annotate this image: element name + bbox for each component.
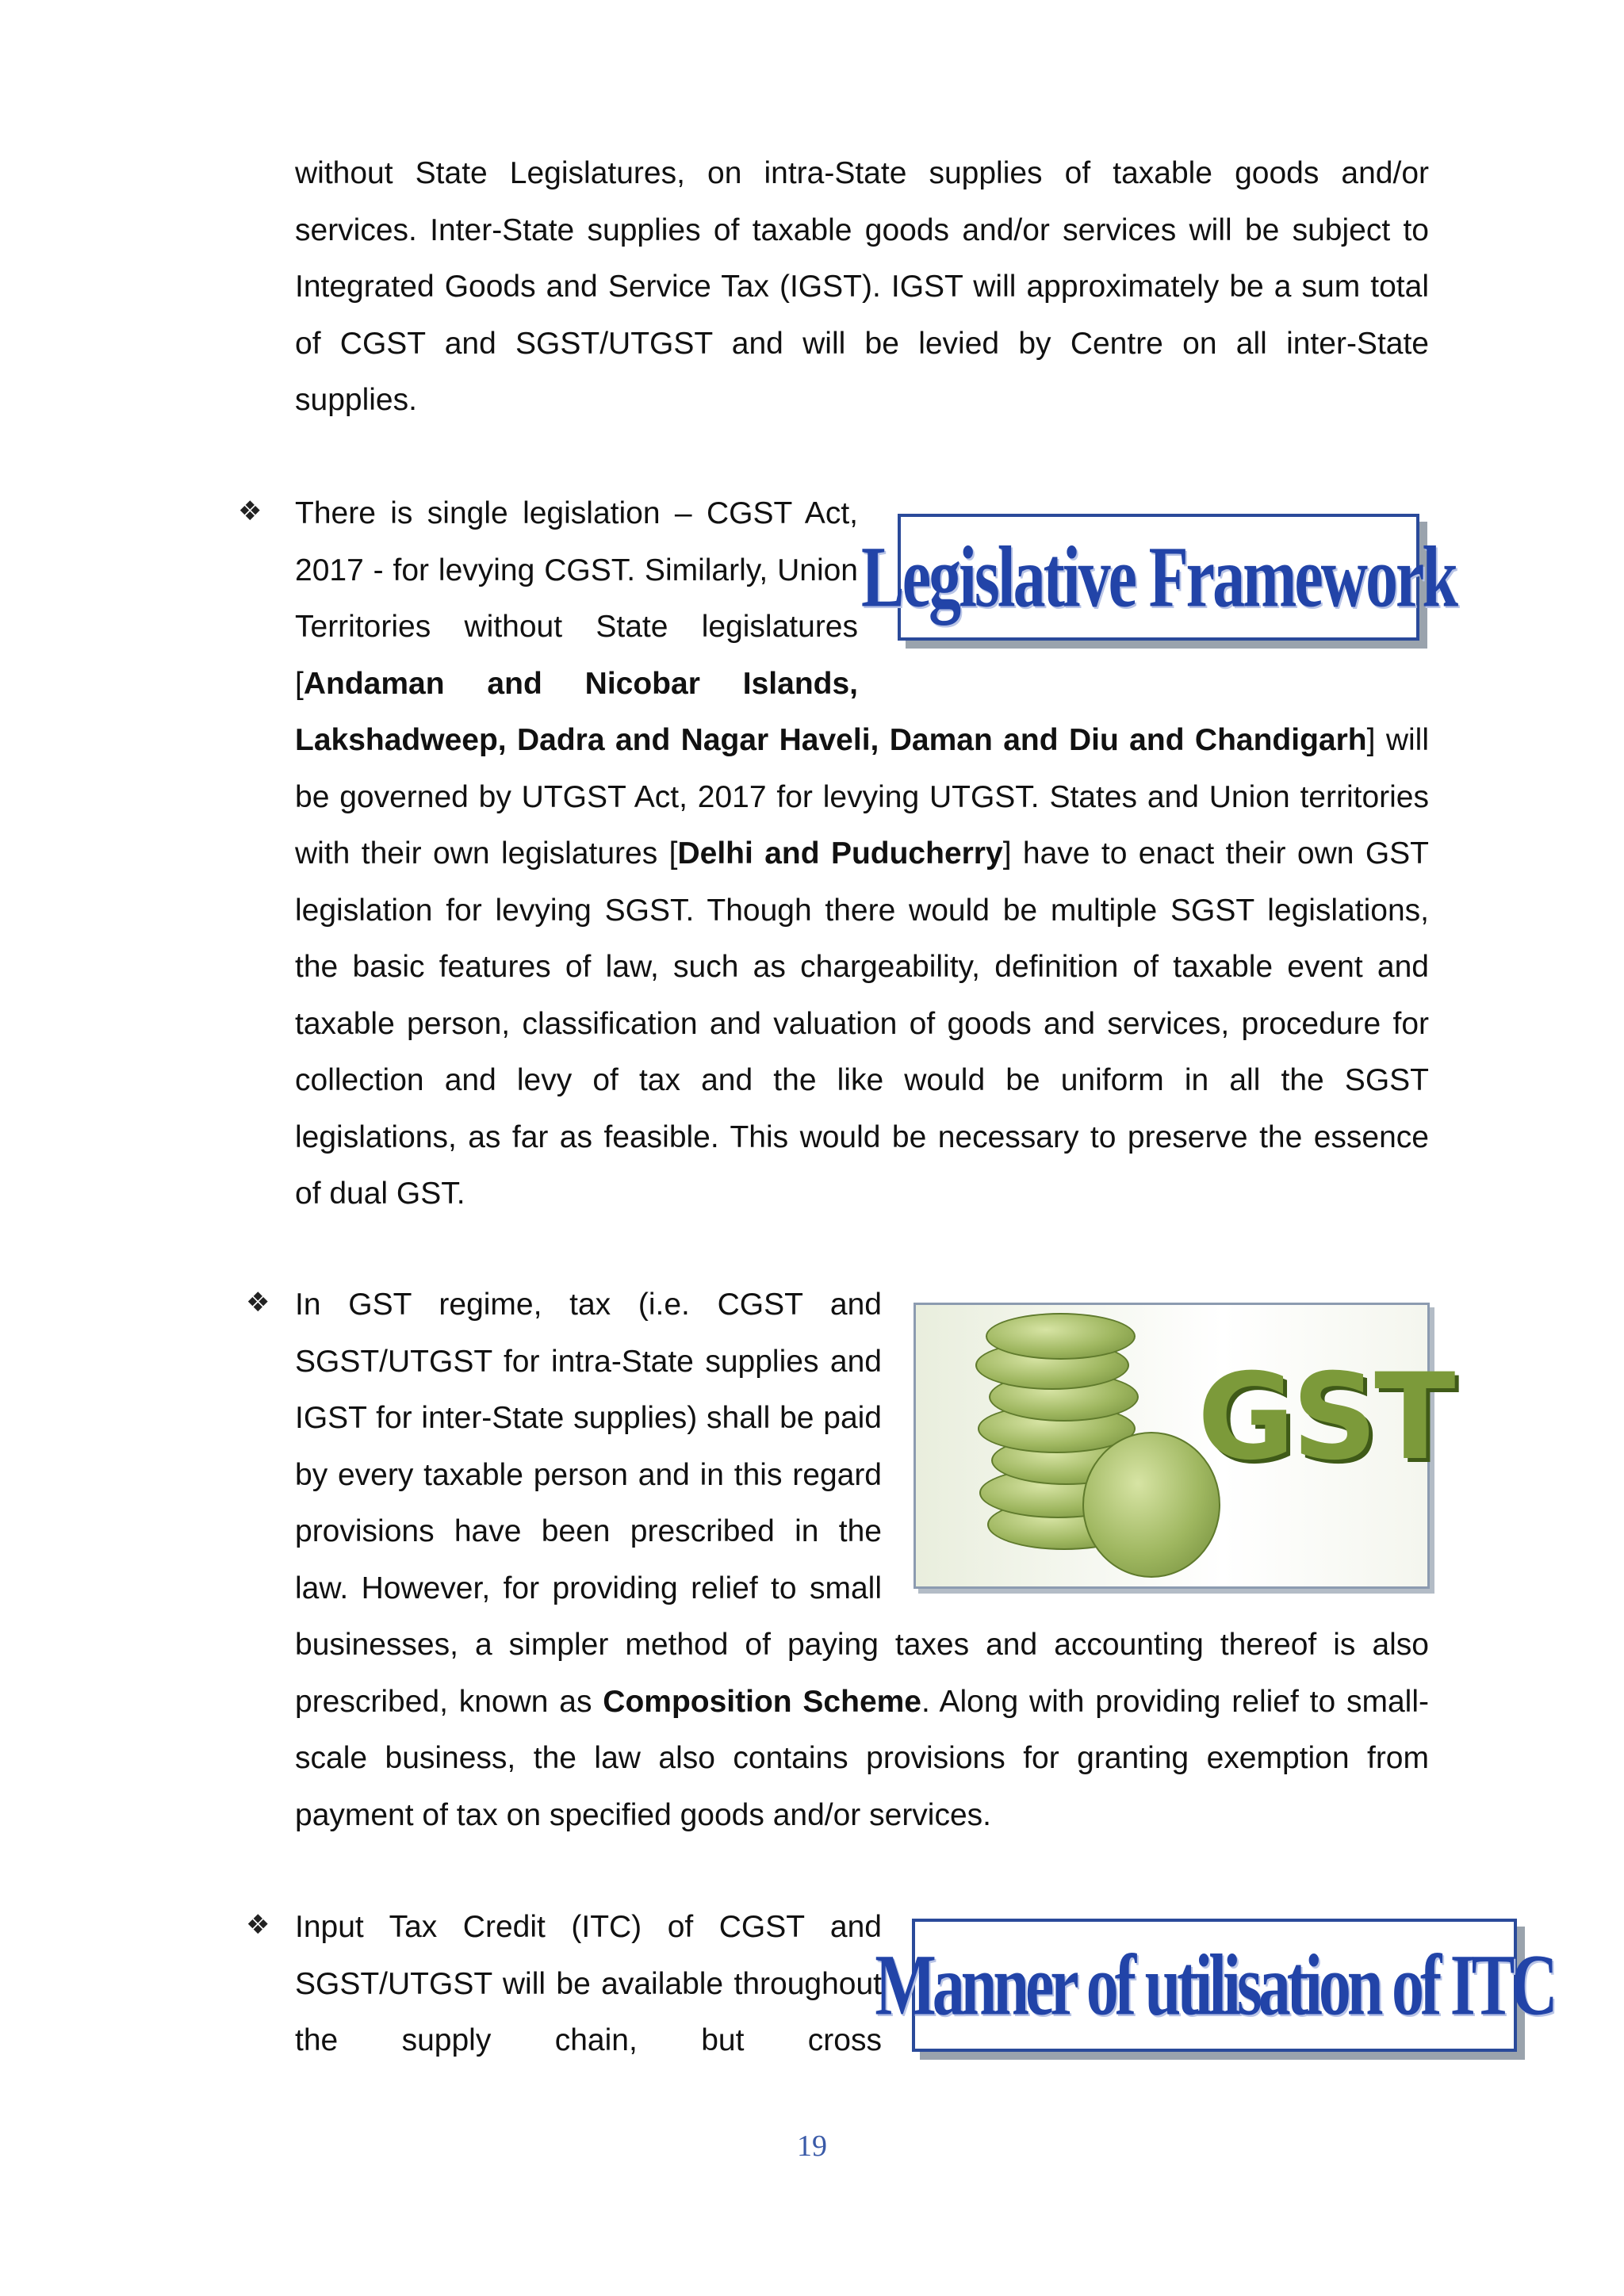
itc-paragraph: Input Tax Credit (ITC) of CGST and SGST/UTGST will be available throughout the supply chain, but cross <box>295 1910 882 2057</box>
legislation-text-c: ] have to enact their own GST legislation for levying SGST. Though there would be multiple SGST legislations, the basic features of law, such as chargeability, definition of taxable event and taxable person, classification and valuation of goods and services, procedure for collection and levy of tax and the like would be uniform in all the SGST legislations, as far as feasible. This would be necessary to preserve the essence of dual GST. <box>295 836 1429 1211</box>
section-legislation <box>295 485 1429 1223</box>
gst-label: GST <box>1197 1349 1453 1487</box>
ut-legislature-list: Delhi and Puducherry <box>677 836 1003 871</box>
intro-text: without State Legislatures, on intra-State supplies of taxable goods and/or services. Inter-State supplies of taxable goods and/or services will be subject to Integrated Goods and Service Tax (IGST). IGST will approximately be a sum total of CGST and SGST/UTGST and will be levied by Centre on all inter-State supplies. <box>295 156 1429 417</box>
gst-regime-text-b: . Along with providing relief to small-scale business, the law also contains provisions for granting exemption from payment of tax on specified goods and/or services. <box>295 1684 1429 1832</box>
composition-scheme: Composition Scheme <box>603 1684 921 1719</box>
banner-title: Legislative Framework <box>861 527 1456 626</box>
legislation-text-a: There is single legislation – CGST Act, 2017 - for levying CGST. Similarly, Union Territories without State legislatures [ <box>295 496 858 701</box>
legislation-text-b: ] will be governed by UTGST Act, 2017 for levying UTGST. States and Union territories with their own legislatures [ <box>295 723 1429 871</box>
bullet-icon: ❖ <box>246 1910 270 1940</box>
page-number: 19 <box>797 2130 827 2163</box>
bullet-icon: ❖ <box>246 1288 270 1318</box>
ut-list: Andaman and Nicobar Islands, Lakshadweep, Dadra and Nagar Haveli, Daman and Diu and Chandigarh <box>295 666 1367 757</box>
bullet-icon: ❖ <box>238 496 262 526</box>
section-itc <box>295 1899 1429 2069</box>
banner-float-space <box>858 485 1429 656</box>
banner-title: Manner of utilisation of ITC <box>875 1935 1554 2034</box>
banner-float-space <box>882 1899 1429 2069</box>
image-float-space <box>882 1276 1429 1615</box>
intro-paragraph <box>295 145 1429 429</box>
section-gst-regime <box>295 1276 1429 1843</box>
gst-regime-text-a: In GST regime, tax (i.e. CGST and SGST/UTGST for intra-State supplies and IGST for inter-State supplies) shall be paid by every taxable person and in this regard provisions have been prescribed in the law. However, for providing relief to small businesses, a simpler method of paying taxes and accounting thereof is also prescribed, known as <box>295 1288 1429 1719</box>
